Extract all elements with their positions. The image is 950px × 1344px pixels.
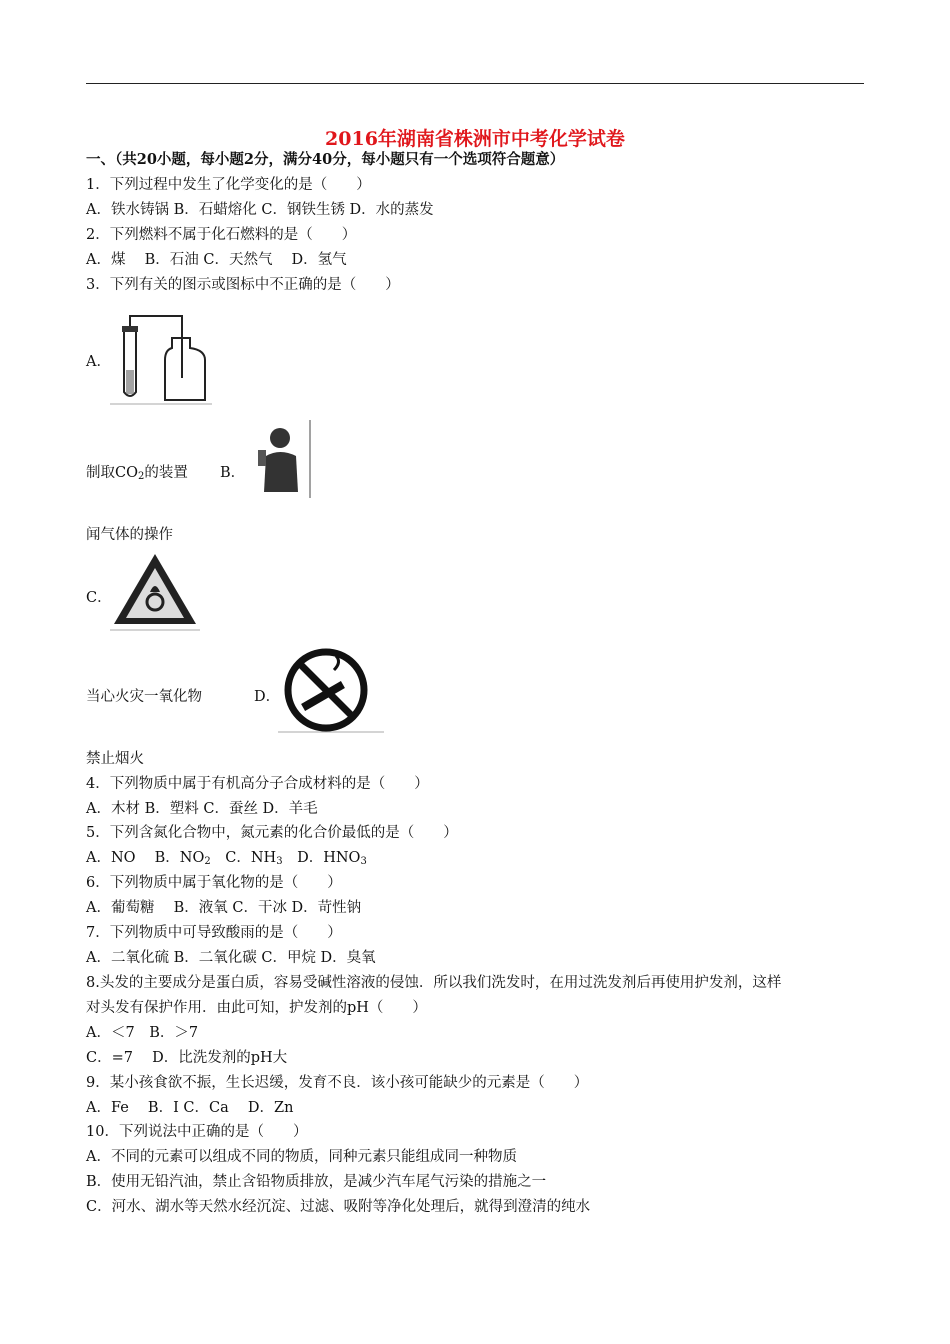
q8-options-line1: A．＜7 B．＞7 [86,1025,199,1041]
q10-option-c: C．河水、湖水等天然水经沉淀、过滤、吸附等净化处理后，就得到澄清的纯水 [86,1199,591,1215]
q3-a-label: A． [86,354,111,370]
q2-stem: 2．下列燃料不属于化石燃料的是（ ） [86,227,357,243]
q3-a-caption: 制取$CO_2$的装置 [86,465,188,482]
q10-option-a: A．不同的元素可以组成不同的物质，同种元素只能组成同一种物质 [86,1149,517,1165]
q9-stem: 9．某小孩食欲不振，生长迟缓，发育不良．该小孩可能缺少的元素是（ ） [86,1075,589,1091]
q10-stem: 10．下列说法中正确的是（ ） [86,1124,308,1140]
q3-d-caption: 禁止烟火 [86,751,144,767]
q4-options: A．木材 B．塑料 C．蚕丝 D．羊毛 [86,801,318,817]
header-rule [86,83,864,84]
q6-options: A．葡萄糖 B．液氧 C．干冰 D．苛性钠 [86,900,362,916]
q3-b-caption: 闻气体的操作 [86,527,173,543]
q3-c-caption: 当心火灾一氧化物 [86,689,202,705]
smell-gas-figure [254,420,312,498]
q6-stem: 6．下列物质中属于氧化物的是（ ） [86,875,342,891]
q3-c-label: C． [86,590,112,606]
q8-stem-line2: 对头发有保护作用．由此可知，护发剂的pH（ ） [86,1000,427,1016]
q5-stem: 5．下列含氮化合物中，氮元素的化合价最低的是（ ） [86,825,458,841]
fire-warning-sign-icon [110,550,200,632]
q5-options: A．NO B．$NO_2$ C．$NH_3$ D．$HNO_3$ [86,850,367,867]
co2-apparatus-figure [110,308,212,406]
q9-options: A．Fe B．I C．Ca D．Zn [86,1100,294,1116]
no-smoking-sign-icon [278,648,384,734]
q8-stem-line1: 8.头发的主要成分是蛋白质，容易受碱性溶液的侵蚀．所以我们洗发时，在用过洗发剂后再使用护发剂，这样 [86,975,782,991]
q1-stem: 1．下列过程中发生了化学变化的是（ ） [86,177,371,193]
q8-options-line2: C．=7 D．比洗发剂的pH大 [86,1050,288,1066]
q1-options: A．铁水铸锅 B．石蜡熔化 C．钢铁生锈 D．水的蒸发 [86,202,434,218]
q3-b-label: B． [220,465,246,481]
q7-options: A．二氧化硫 B．二氧化碳 C．甲烷 D．臭氧 [86,950,376,966]
q2-options: A．煤 B．石油 C．天然气 D．氢气 [86,252,347,268]
q7-stem: 7．下列物质中可导致酸雨的是（ ） [86,925,342,941]
section-heading: 一、（共20小题，每小题2分，满分40分，每小题只有一个选项符合题意） [86,151,565,168]
page-title: 2016年湖南省株洲市中考化学试卷 [325,128,625,150]
q10-option-b: B．使用无铅汽油，禁止含铅物质排放，是减少汽车尾气污染的措施之一 [86,1174,547,1190]
q4-stem: 4．下列物质中属于有机高分子合成材料的是（ ） [86,776,429,792]
q3-d-label: D． [254,689,281,705]
q3-stem: 3．下列有关的图示或图标中不正确的是（ ） [86,277,400,293]
